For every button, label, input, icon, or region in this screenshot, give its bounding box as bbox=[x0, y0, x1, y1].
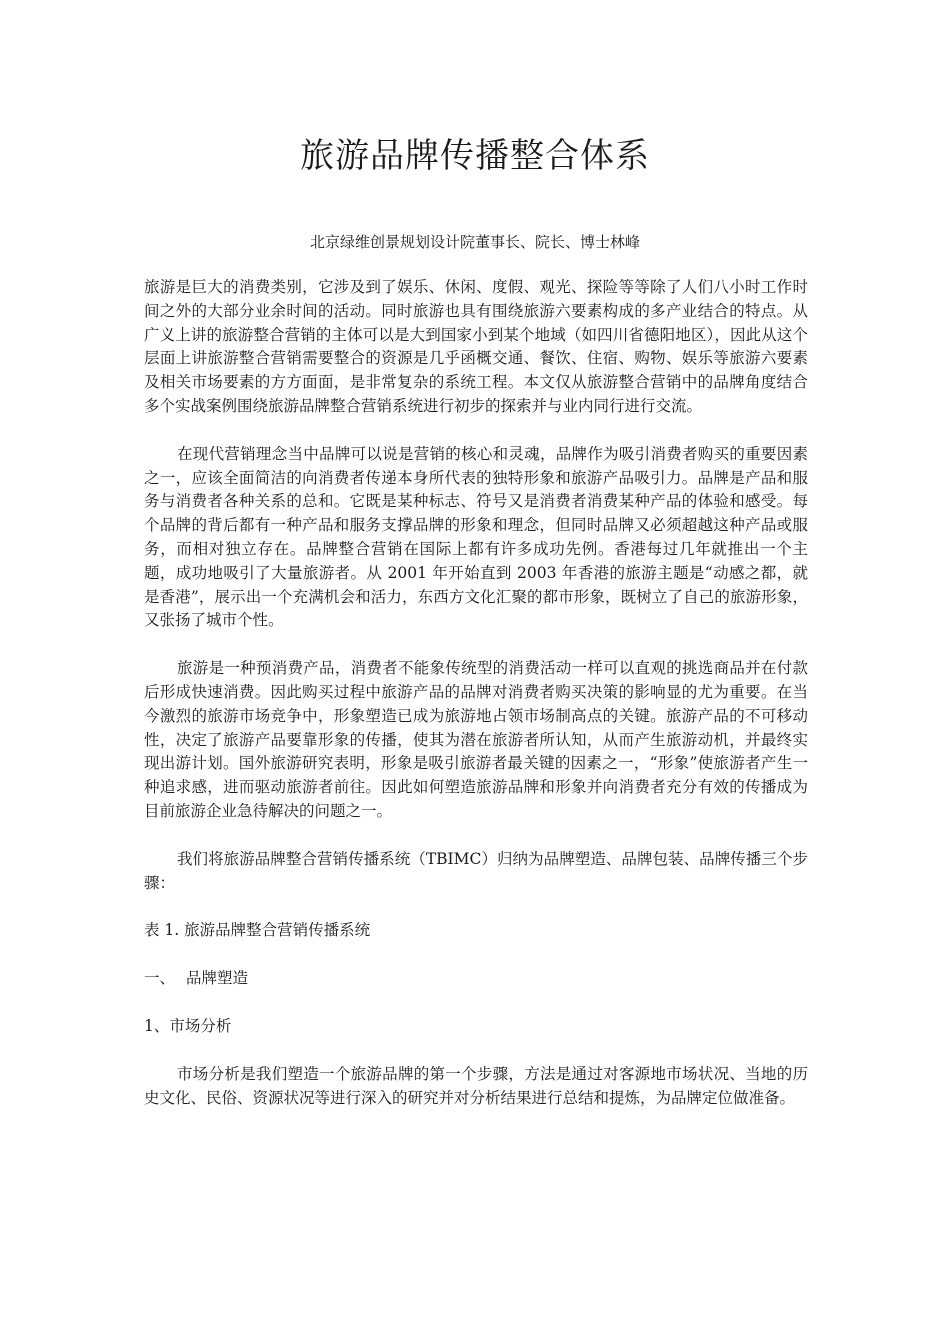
paragraph-brand-concept: 在现代营销理念当中品牌可以说是营销的核心和灵魂，品牌作为吸引消费者购买的重要因素之一，应该全面简洁的向消费者传递本身所代表的独特形象和旅游产品吸引力。品牌是产品和服务与消费者各种关系的总和。它既是某种标志、符号又是消费者消费某种产品的体验和感受。每个品牌的背后都有一种产品和服务支撑品牌的形象和理念，但同时品牌又必须超越这种产品或服务，而相对独立存在。品牌整合营销在国际上都有许多成功先例。香港每过几年就推出一个主题，成功地吸引了大量旅游者。从 2001 年开始直到 2003 年香港的旅游主题是“动感之都，就是香港”，展示出一个充满机会和活力，东西方文化汇聚的都市形象，既树立了自己的旅游形象，又张扬了城市个性。 bbox=[144, 444, 808, 630]
document-title: 旅游品牌传播整合体系 bbox=[300, 136, 650, 176]
paragraph-intro: 旅游是巨大的消费类别，它涉及到了娱乐、休闲、度假、观光、探险等等除了人们八小时工作时间之外的大部分业余时间的活动。同时旅游也具有围绕旅游六要素构成的多产业结合的特点。从广义上讲的旅游整合营销的主体可以是大到国家小到某个地域（如四川省德阳地区），因此从这个层面上讲旅游整合营销需要整合的资源是几乎函概交通、餐饮、住宿、购物、娱乐等旅游六要素及相关市场要素的方方面面，是非常复杂的系统工程。本文仅从旅游整合营销中的品牌角度结合多个实战案例围绕旅游品牌整合营销系统进行初步的探索并与业内同行进行交流。 bbox=[144, 278, 808, 415]
paragraph-pre-consumption: 旅游是一种预消费产品，消费者不能象传统型的消费活动一样可以直观的挑选商品并在付款后形成快速消费。因此购买过程中旅游产品的品牌对消费者购买决策的影响显的尤为重要。在当今激烈的旅游市场竞争中，形象塑造已成为旅游地占领市场制高点的关键。旅游产品的不可移动性，决定了旅游产品要靠形象的传播，使其为潜在旅游者所认知，从而产生旅游动机，并最终实现出游计划。国外旅游研究表明，形象是吸引旅游者最关键的因素之一，“形象”使旅游者产生一种追求感，进而驱动旅游者前往。因此如何塑造旅游品牌和形象并向消费者充分有效的传播成为目前旅游企业急待解决的问题之一。 bbox=[144, 659, 808, 820]
paragraph-tbimc: 我们将旅游品牌整合营销传播系统（TBIMC）归纳为品牌塑造、品牌包装、品牌传播三个步骤： bbox=[144, 849, 808, 892]
paragraph-market-analysis: 市场分析是我们塑造一个旅游品牌的第一个步骤，方法是通过对客源地市场状况、当地的历史文化、民俗、资源状况等进行深入的研究并对分析结果进行总结和提炼，为品牌定位做准备。 bbox=[144, 1064, 808, 1107]
section-heading bbox=[144, 967, 808, 991]
section-title: 品牌塑造 bbox=[186, 969, 249, 988]
section-number: 一、 bbox=[144, 969, 176, 988]
author-line: 北京绿维创景规划设计院董事长、院长、博士林峰 bbox=[309, 233, 640, 251]
table-caption: 表 1. 旅游品牌整合营销传播系统 bbox=[144, 921, 371, 940]
subsection-heading: 1、市场分析 bbox=[144, 1016, 232, 1035]
document-body bbox=[144, 276, 808, 1110]
